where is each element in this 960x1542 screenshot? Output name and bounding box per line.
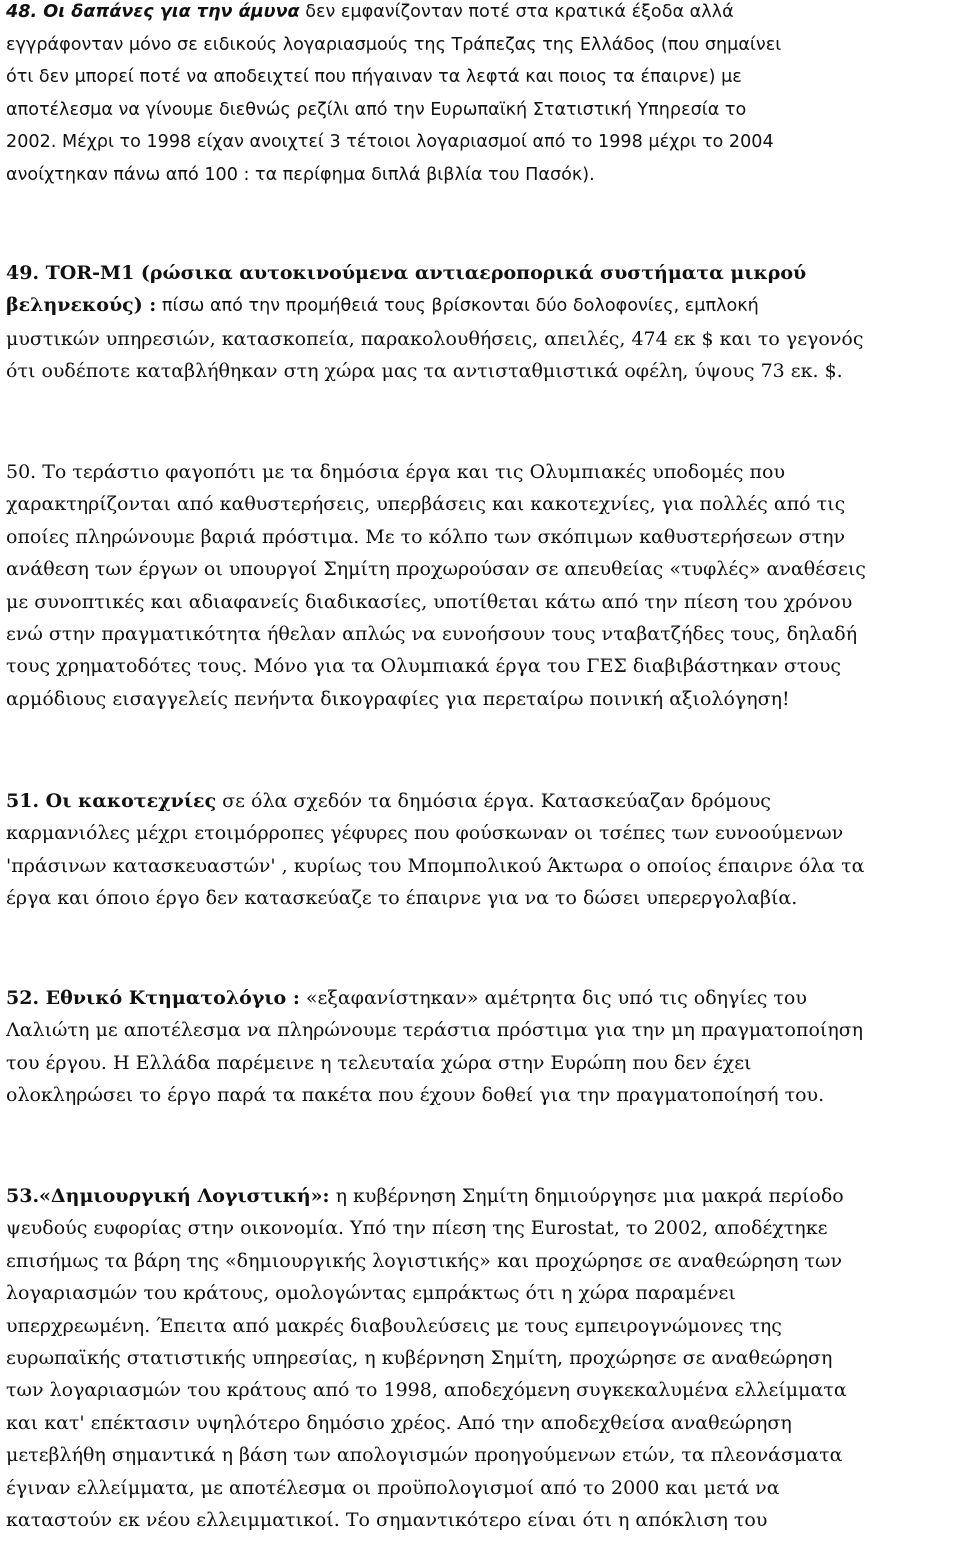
paragraph-51-heading: 51. Οι κακοτεχνίες [6,790,217,812]
paragraph-53-line: επισήμως τα βάρη της «δημιουργικής λογιστικής» και προχώρησε σε αναθεώρηση των [6,1249,842,1272]
paragraph-52-line: ολοκληρώσει το έργο παρά τα πακέτα που έχουν δοθεί για την πραγματοποίησή του. [6,1084,825,1107]
paragraph-48-line: 2002. Μέχρι το 1998 είχαν ανοιχτεί 3 τέτοιοι λογαριασμοί από το 1998 μέχρι το 2004 [6,132,774,153]
paragraph-53-line: των λογαριασμών του κράτους από το 1998, αποδεχόμενη συγκεκαλυμένα ελλείμματα [6,1379,847,1402]
paragraph-48-line: ανοίχτηκαν πάνω από 100 : τα περίφημα διπλά βιβλία του Πασόκ). [6,164,595,185]
paragraph-49-line: ότι ουδέποτε καταβλήθηκαν στη χώρα μας τα αντισταθμιστικά οφέλη, ύψους 73 εκ. $. [6,360,843,383]
paragraph-53-line: και κατ' επέκτασιν υψηλότερο δημόσιο χρέος. Από την αποδεχθείσα αναθεώρηση [6,1411,792,1434]
paragraph-48 [6,0,952,192]
paragraph-53-line: υπερχρεωμένη. Έπειτα από μακρές διαβουλεύσεις με τους εμπειρογνώμονες της [6,1314,782,1337]
paragraph-52-line-1: 52. Εθνικό Κτηματολόγιο : «εξαφανίστηκαν» αμέτρητα δις υπό τις οδηγίες του [6,987,807,1009]
paragraph-52-line: του έργου. Η Ελλάδα παρέμεινε η τελευταία χώρα στην Ευρώπη που δεν έχει [6,1051,752,1074]
paragraph-52-heading: 52. Εθνικό Κτηματολόγιο : [6,987,300,1009]
paragraph-50-line: χαρακτηρίζονται από καθυστερήσεις, υπερβάσεις και κακοτεχνίες, για πολλές από τις [6,493,846,516]
paragraph-51-line: 'πράσινων κατασκευαστών' , κυρίως του Μπομπολικού Άκτωρα ο οποίος έπαιρνε όλα τα [6,854,865,877]
paragraph-48-line: αποτέλεσμα να γίνουμε διεθνώς ρεζίλι από την Ευρωπαϊκή Στατιστική Υπηρεσία το [6,99,747,120]
paragraph-51-line: καρμανιόλες μέχρι ετοιμόρροπες γέφυρες που φούσκωναν οι τσέπες των ευνοούμενων [6,822,844,845]
paragraph-48-line-1: 48. Οι δαπάνες για την άμυνα δεν εμφανίζονταν ποτέ στα κρατικά έξοδα αλλά [6,2,734,22]
paragraph-49-line: βεληνεκούς) : πίσω από την προμήθειά τους βρίσκονται δύο δολοφονίες, εμπλοκή [6,294,759,317]
paragraph-51-line: έργα και όποιο έργο δεν κατασκεύαζε το έπαιρνε για να το δώσει υπερεργολαβία. [6,887,798,910]
paragraph-51-line-1: 51. Οι κακοτεχνίες σε όλα σχεδόν τα δημόσια έργα. Κατασκεύαζαν δρόμους [6,790,771,812]
paragraph-52 [6,982,952,1112]
paragraph-52-line: Λαλιώτη με αποτέλεσμα να πληρώνουμε τεράστια πρόστιμα για την μη πραγματοποίηση [6,1019,864,1042]
paragraph-48-line: εγγράφονταν μόνο σε ειδικούς λογαριασμούς της Τράπεζας της Ελλάδος (που σημαίνει [6,34,782,55]
paragraph-53 [6,1180,952,1536]
paragraph-50-line: 50. Το τεράστιο φαγοπότι με τα δημόσια έργα και τις Ολυμπιακές υποδομές που [6,461,785,483]
paragraph-53-heading: 53.«Δημιουργική Λογιστική»: [6,1185,330,1207]
paragraph-53-line: ευρωπαϊκής στατιστικής υπηρεσίας, η κυβέρνηση Σημίτη, προχώρησε σε αναθεώρηση [6,1347,833,1370]
paragraph-49-heading: 49. TOR-M1 (ρώσικα αυτοκινούμενα αντιαεροπορικά συστήματα μικρού [6,262,807,284]
paragraph-50-line: αρμόδιους εισαγγελείς πενήντα δικογραφίες για περεταίρω ποινική αξιολόγηση! [6,687,790,710]
paragraph-53-line: μετεβλήθη σημαντικά η βάση των απολογισμών προηγούμενων ετών, τα πλεονάσματα [6,1444,843,1467]
paragraph-51 [6,785,952,915]
paragraph-48-line: ότι δεν μπορεί ποτέ να αποδειχτεί που πήγαιναν τα λεφτά και ποιος τα έπαιρνε) με [6,67,742,88]
paragraph-53-line: ψευδούς ευφορίας στην οικονομία. Υπό την πίεση της Eurostat, το 2002, αποδέχτηκε [6,1217,828,1240]
paragraph-53-line-1: 53.«Δημιουργική Λογιστική»: η κυβέρνηση Σημίτη δημιούργησε μια μακρά περίοδο [6,1185,844,1207]
paragraph-53-line: καταστούν εκ νέου ελλειμματικοί. Το σημαντικότερο είναι ότι η απόκλιση του [6,1509,768,1532]
paragraph-49 [6,257,952,388]
paragraph-53-line: λογαριασμών του κράτους, ομολογώντας εμπράκτως ότι η χώρα παραμένει [6,1282,736,1305]
paragraph-50-line: με συνοπτικές και αδιαφανείς διαδικασίες, υποτίθεται κάτω από την πίεση του χρόνου [6,590,853,613]
paragraph-49-line: μυστικών υπηρεσιών, κατασκοπεία, παρακολουθήσεις, απειλές, 474 εκ $ και το γεγονός [6,327,864,350]
paragraph-50-line: οποίες πληρώνουμε βαριά πρόστιμα. Με το κόλπο των σκόπιμων καθυστερήσεων στην [6,525,846,548]
paragraph-50-line: ενώ στην πραγματικότητα ήθελαν απλώς να ευνοήσουν τους νταβατζήδες τους, δηλαδή [6,623,858,646]
paragraph-53-line: έγιναν ελλείμματα, με αποτέλεσμα οι προϋπολογισμοί από το 2000 και μετά να [6,1476,780,1499]
paragraph-50 [6,456,952,715]
paragraph-48-heading: 48. Οι δαπάνες για την άμυνα [6,2,300,22]
paragraph-49-heading-cont: βεληνεκούς) : [6,294,157,317]
paragraph-50-line: τους χρηματοδότες τους. Μόνο για τα Ολυμπιακά έργα του ΓΕΣ διαβιβάστηκαν στους [6,655,842,678]
paragraph-50-line: ανάθεση των έργων οι υπουργοί Σημίτη προχωρούσαν σε απευθείας «τυφλές» αναθέσεις [6,558,866,581]
